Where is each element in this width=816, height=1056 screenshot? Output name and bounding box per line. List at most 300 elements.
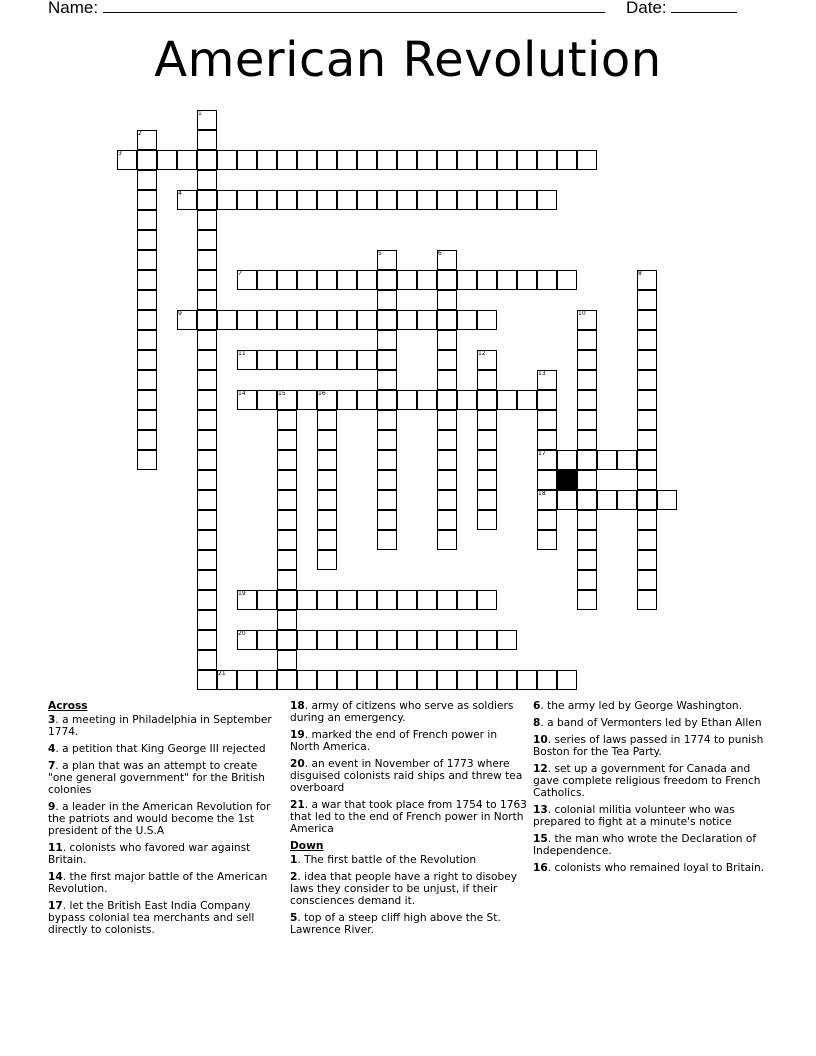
grid-cell[interactable] (637, 370, 657, 390)
grid-cell[interactable] (477, 390, 497, 410)
grid-cell[interactable] (197, 590, 217, 610)
grid-cell[interactable] (497, 150, 517, 170)
grid-cell[interactable] (637, 330, 657, 350)
grid-cell[interactable] (437, 410, 457, 430)
grid-cell[interactable] (637, 350, 657, 370)
grid-cell[interactable] (197, 510, 217, 530)
grid-cell[interactable] (437, 390, 457, 410)
grid-cell[interactable] (277, 410, 297, 430)
grid-cell[interactable] (437, 150, 457, 170)
grid-cell[interactable] (317, 530, 337, 550)
grid-cell[interactable] (617, 450, 637, 470)
clue-number: 18 (538, 490, 546, 497)
grid-cell[interactable] (297, 390, 317, 410)
grid-cell[interactable] (397, 310, 417, 330)
clue-item-text: set up a government for Canada and gave complete religious freedom to French Catholics. (533, 763, 761, 799)
grid-cell[interactable] (377, 450, 397, 470)
grid-cell[interactable] (357, 590, 377, 610)
grid-cell[interactable] (477, 590, 497, 610)
grid-cell[interactable] (537, 670, 557, 690)
grid-cell[interactable] (137, 390, 157, 410)
grid-cell[interactable] (377, 150, 397, 170)
grid-cell[interactable] (577, 450, 597, 470)
grid-cell[interactable] (477, 270, 497, 290)
grid-cell[interactable] (577, 470, 597, 490)
clue-item: 21. a war that took place from 1754 to 1763 that led to the end of French power in North America (290, 799, 527, 835)
grid-cell[interactable] (557, 670, 577, 690)
clue-item-text: a leader in the American Revolution for the patriots and would become the 1st president of the U.S.A (48, 801, 271, 837)
grid-cell[interactable] (197, 630, 217, 650)
clue-item: 10. series of laws passed in 1774 to punish Boston for the Tea Party. (533, 734, 764, 758)
grid-cell[interactable] (457, 270, 477, 290)
grid-cell[interactable] (377, 350, 397, 370)
grid-cell[interactable] (397, 150, 417, 170)
grid-cell[interactable] (637, 530, 657, 550)
grid-cell[interactable] (357, 270, 377, 290)
grid-cell[interactable] (197, 570, 217, 590)
grid-cell[interactable] (157, 150, 177, 170)
grid-cell[interactable] (637, 290, 657, 310)
grid-cell[interactable] (537, 190, 557, 210)
grid-cell[interactable] (377, 390, 397, 410)
grid-cell[interactable] (477, 370, 497, 390)
grid-cell[interactable] (297, 350, 317, 370)
grid-cell[interactable] (457, 150, 477, 170)
grid-cell[interactable] (377, 630, 397, 650)
grid-cell[interactable] (577, 550, 597, 570)
grid-cell[interactable] (337, 590, 357, 610)
grid-cell[interactable] (477, 190, 497, 210)
grid-cell[interactable] (257, 270, 277, 290)
grid-cell[interactable] (517, 190, 537, 210)
grid-cell[interactable] (637, 590, 657, 610)
clue-item: 8. a band of Vermonters led by Ethan Allen (533, 717, 762, 729)
clue-item-text: army of citizens who serve as soldiers during an emergency. (290, 700, 514, 724)
grid-cell[interactable] (137, 250, 157, 270)
grid-cell[interactable] (357, 630, 377, 650)
grid-cell[interactable] (277, 510, 297, 530)
grid-cell[interactable] (637, 490, 657, 510)
clue-number: 12 (478, 350, 486, 357)
clue-item: 16. colonists who remained loyal to Britain. (533, 862, 765, 874)
clue-item: 11. colonists who favored war against Britain. (48, 842, 251, 866)
grid-cell[interactable] (477, 430, 497, 450)
grid-cell[interactable] (197, 350, 217, 370)
clue-number: 10 (578, 310, 586, 317)
clue-item-text: marked the end of French power in North America. (290, 729, 498, 753)
clue-item: 19. marked the end of French power in North America. (290, 729, 498, 753)
grid-cell[interactable] (337, 270, 357, 290)
grid-cell[interactable] (377, 290, 397, 310)
grid-cell[interactable] (257, 630, 277, 650)
grid-cell[interactable] (317, 310, 337, 330)
grid-cell[interactable] (437, 350, 457, 370)
grid-cell[interactable] (517, 390, 537, 410)
grid-cell[interactable] (197, 610, 217, 630)
grid-cell[interactable] (277, 190, 297, 210)
grid-cell[interactable] (437, 470, 457, 490)
grid-cell[interactable] (277, 530, 297, 550)
grid-cell[interactable] (497, 270, 517, 290)
grid-cell[interactable] (317, 670, 337, 690)
grid-cell[interactable] (637, 310, 657, 330)
clue-number: 19 (238, 590, 246, 597)
grid-cell[interactable] (277, 650, 297, 670)
grid-cell[interactable] (577, 370, 597, 390)
grid-cell[interactable] (657, 490, 677, 510)
grid-cell[interactable] (397, 390, 417, 410)
grid-cell[interactable] (277, 450, 297, 470)
grid-cell[interactable] (277, 310, 297, 330)
grid-cell[interactable] (197, 670, 217, 690)
grid-cell[interactable] (197, 210, 217, 230)
grid-cell[interactable] (237, 670, 257, 690)
grid-cell[interactable] (417, 150, 437, 170)
grid-cell[interactable] (277, 570, 297, 590)
grid-cell[interactable] (217, 190, 237, 210)
grid-cell[interactable] (437, 430, 457, 450)
grid-cell[interactable] (197, 310, 217, 330)
grid-cell[interactable] (377, 270, 397, 290)
grid-cell[interactable] (197, 650, 217, 670)
grid-cell[interactable] (337, 310, 357, 330)
grid-cell[interactable] (377, 370, 397, 390)
grid-cell[interactable] (317, 450, 337, 470)
clue-item-text: an event in November of 1773 where disguised colonists raid ships and threw tea overboard (290, 758, 523, 794)
grid-cell[interactable] (137, 270, 157, 290)
grid-cell[interactable] (477, 470, 497, 490)
grid-cell[interactable] (457, 670, 477, 690)
grid-cell[interactable] (257, 670, 277, 690)
grid-cell[interactable] (337, 350, 357, 370)
grid-cell[interactable] (437, 450, 457, 470)
grid-cell[interactable] (437, 590, 457, 610)
grid-cell[interactable] (437, 190, 457, 210)
grid-cell[interactable] (477, 310, 497, 330)
clue-number: 1 (198, 110, 202, 117)
grid-cell[interactable] (477, 150, 497, 170)
grid-cell[interactable] (497, 630, 517, 650)
grid-cell[interactable] (417, 270, 437, 290)
grid-cell[interactable] (457, 190, 477, 210)
grid-cell[interactable] (357, 350, 377, 370)
grid-cell[interactable] (237, 190, 257, 210)
grid-cell[interactable] (437, 270, 457, 290)
grid-cell[interactable] (317, 430, 337, 450)
grid-cell[interactable] (437, 670, 457, 690)
grid-cell[interactable] (277, 590, 297, 610)
grid-cell[interactable] (277, 490, 297, 510)
grid-cell[interactable] (637, 570, 657, 590)
clue-item-text: a band of Vermonters led by Ethan Allen (547, 717, 762, 729)
grid-cell[interactable] (137, 290, 157, 310)
grid-cell[interactable] (137, 150, 157, 170)
grid-cell[interactable] (537, 270, 557, 290)
clue-item-text: top of a steep cliff high above the St. Lawrence River. (290, 912, 501, 936)
grid-cell[interactable] (577, 570, 597, 590)
grid-cell[interactable] (377, 310, 397, 330)
grid-block (557, 470, 577, 490)
clue-item-number: 21 (290, 799, 305, 811)
grid-cell[interactable] (397, 270, 417, 290)
grid-cell[interactable] (297, 190, 317, 210)
grid-cell[interactable] (477, 670, 497, 690)
grid-cell[interactable] (197, 230, 217, 250)
grid-cell[interactable] (297, 670, 317, 690)
grid-cell[interactable] (377, 670, 397, 690)
grid-cell[interactable] (197, 190, 217, 210)
grid-cell[interactable] (457, 590, 477, 610)
grid-cell[interactable] (377, 190, 397, 210)
grid-cell[interactable] (377, 430, 397, 450)
clue-item: 3. a meeting in Philadelphia in September 1774. (48, 714, 272, 738)
grid-cell[interactable] (277, 470, 297, 490)
grid-cell[interactable] (137, 210, 157, 230)
grid-cell[interactable] (537, 430, 557, 450)
grid-cell[interactable] (317, 410, 337, 430)
grid-cell[interactable] (417, 390, 437, 410)
grid-cell[interactable] (197, 450, 217, 470)
grid-cell[interactable] (197, 530, 217, 550)
grid-cell[interactable] (477, 450, 497, 470)
grid-cell[interactable] (137, 450, 157, 470)
clue-item: 7. a plan that was an attempt to create "one general government" for the British colonies (48, 760, 265, 796)
clue-item-text: The first battle of the Revolution (304, 854, 477, 866)
grid-cell[interactable] (557, 450, 577, 470)
grid-cell[interactable] (537, 390, 557, 410)
grid-cell[interactable] (197, 270, 217, 290)
grid-cell[interactable] (517, 270, 537, 290)
grid-cell[interactable] (277, 670, 297, 690)
grid-cell[interactable] (337, 390, 357, 410)
grid-cell[interactable] (197, 410, 217, 430)
grid-cell[interactable] (537, 410, 557, 430)
grid-cell[interactable] (377, 410, 397, 430)
grid-cell[interactable] (557, 490, 577, 510)
clue-item-number: 10 (533, 734, 548, 746)
grid-cell[interactable] (197, 290, 217, 310)
grid-cell[interactable] (137, 410, 157, 430)
grid-cell[interactable] (137, 430, 157, 450)
grid-cell[interactable] (317, 350, 337, 370)
grid-cell[interactable] (317, 550, 337, 570)
grid-cell[interactable] (637, 410, 657, 430)
grid-cell[interactable] (417, 590, 437, 610)
grid-cell[interactable] (317, 190, 337, 210)
grid-cell[interactable] (537, 530, 557, 550)
grid-cell[interactable] (597, 450, 617, 470)
grid-cell[interactable] (197, 250, 217, 270)
grid-cell[interactable] (277, 430, 297, 450)
grid-cell[interactable] (357, 670, 377, 690)
grid-cell[interactable] (437, 630, 457, 650)
grid-cell[interactable] (477, 510, 497, 530)
grid-cell[interactable] (637, 550, 657, 570)
grid-cell[interactable] (577, 390, 597, 410)
grid-cell[interactable] (397, 670, 417, 690)
grid-cell[interactable] (437, 310, 457, 330)
grid-cell[interactable] (417, 190, 437, 210)
grid-cell[interactable] (137, 370, 157, 390)
grid-cell[interactable] (577, 590, 597, 610)
grid-cell[interactable] (337, 190, 357, 210)
grid-cell[interactable] (497, 190, 517, 210)
clue-number: 21 (218, 670, 226, 677)
grid-cell[interactable] (457, 630, 477, 650)
grid-cell[interactable] (377, 510, 397, 530)
grid-cell[interactable] (357, 310, 377, 330)
grid-cell[interactable] (277, 350, 297, 370)
grid-cell[interactable] (597, 490, 617, 510)
grid-cell[interactable] (357, 190, 377, 210)
grid-cell[interactable] (637, 450, 657, 470)
grid-cell[interactable] (577, 530, 597, 550)
grid-cell[interactable] (457, 390, 477, 410)
grid-cell[interactable] (197, 490, 217, 510)
grid-cell[interactable] (557, 270, 577, 290)
grid-cell[interactable] (297, 310, 317, 330)
grid-cell[interactable] (217, 310, 237, 330)
grid-cell[interactable] (637, 430, 657, 450)
grid-cell[interactable] (577, 150, 597, 170)
grid-cell[interactable] (317, 470, 337, 490)
grid-cell[interactable] (437, 330, 457, 350)
clue-item-text: a meeting in Philadelphia in September 1774. (48, 714, 272, 738)
grid-cell[interactable] (297, 630, 317, 650)
grid-cell[interactable] (517, 670, 537, 690)
grid-cell[interactable] (577, 350, 597, 370)
grid-cell[interactable] (457, 310, 477, 330)
grid-cell[interactable] (357, 150, 377, 170)
grid-cell[interactable] (277, 550, 297, 570)
grid-cell[interactable] (577, 510, 597, 530)
grid-cell[interactable] (277, 270, 297, 290)
grid-cell[interactable] (437, 490, 457, 510)
grid-cell[interactable] (497, 390, 517, 410)
grid-cell[interactable] (377, 530, 397, 550)
grid-cell[interactable] (137, 350, 157, 370)
grid-cell[interactable] (477, 630, 497, 650)
grid-cell[interactable] (437, 370, 457, 390)
clue-item-text: a plan that was an attempt to create "one general government" for the British colonies (48, 760, 265, 796)
grid-cell[interactable] (277, 150, 297, 170)
grid-cell[interactable] (577, 410, 597, 430)
grid-cell[interactable] (257, 590, 277, 610)
clue-item-text: the army led by George Washington. (547, 700, 743, 712)
grid-cell[interactable] (637, 390, 657, 410)
grid-cell[interactable] (257, 150, 277, 170)
grid-cell[interactable] (257, 350, 277, 370)
grid-cell[interactable] (477, 410, 497, 430)
grid-cell[interactable] (537, 470, 557, 490)
grid-cell[interactable] (477, 490, 497, 510)
grid-cell[interactable] (197, 550, 217, 570)
grid-cell[interactable] (137, 310, 157, 330)
grid-cell[interactable] (317, 510, 337, 530)
clue-number: 2 (138, 130, 142, 137)
grid-cell[interactable] (217, 150, 237, 170)
grid-cell[interactable] (237, 310, 257, 330)
grid-cell[interactable] (377, 590, 397, 610)
grid-cell[interactable] (137, 230, 157, 250)
grid-cell[interactable] (357, 390, 377, 410)
clue-item-number: 1 (290, 854, 298, 866)
grid-cell[interactable] (577, 490, 597, 510)
grid-cell[interactable] (317, 590, 337, 610)
grid-cell[interactable] (537, 510, 557, 530)
grid-cell[interactable] (337, 630, 357, 650)
grid-cell[interactable] (397, 190, 417, 210)
grid-cell[interactable] (277, 610, 297, 630)
grid-cell[interactable] (257, 390, 277, 410)
grid-cell[interactable] (337, 150, 357, 170)
grid-cell[interactable] (617, 490, 637, 510)
grid-cell[interactable] (517, 150, 537, 170)
clue-number: 15 (278, 390, 286, 397)
clue-item-text: the first major battle of the American Revolution. (48, 871, 268, 895)
grid-cell[interactable] (317, 270, 337, 290)
grid-cell[interactable] (377, 470, 397, 490)
grid-cell[interactable] (297, 270, 317, 290)
grid-cell[interactable] (197, 430, 217, 450)
grid-cell[interactable] (437, 290, 457, 310)
grid-cell[interactable] (637, 470, 657, 490)
across-heading: Across (48, 700, 88, 712)
grid-cell[interactable] (237, 150, 257, 170)
grid-cell[interactable] (417, 630, 437, 650)
grid-cell[interactable] (317, 630, 337, 650)
grid-cell[interactable] (297, 590, 317, 610)
clue-item-number: 12 (533, 763, 548, 775)
clue-item-text: a petition that King George III rejected (62, 743, 266, 755)
grid-cell[interactable] (277, 630, 297, 650)
grid-cell[interactable] (437, 530, 457, 550)
grid-cell[interactable] (377, 330, 397, 350)
grid-cell[interactable] (297, 150, 317, 170)
grid-cell[interactable] (437, 510, 457, 530)
grid-cell[interactable] (137, 330, 157, 350)
grid-cell[interactable] (497, 670, 517, 690)
grid-cell[interactable] (317, 490, 337, 510)
grid-cell[interactable] (197, 330, 217, 350)
grid-cell[interactable] (197, 170, 217, 190)
grid-cell[interactable] (137, 170, 157, 190)
grid-cell[interactable] (537, 150, 557, 170)
grid-cell[interactable] (557, 150, 577, 170)
grid-cell[interactable] (417, 670, 437, 690)
grid-cell[interactable] (197, 150, 217, 170)
grid-cell[interactable] (577, 330, 597, 350)
grid-cell[interactable] (377, 490, 397, 510)
grid-cell[interactable] (197, 470, 217, 490)
grid-cell[interactable] (317, 150, 337, 170)
grid-cell[interactable] (337, 670, 357, 690)
grid-cell[interactable] (417, 310, 437, 330)
grid-cell[interactable] (397, 590, 417, 610)
grid-cell[interactable] (177, 150, 197, 170)
grid-cell[interactable] (637, 510, 657, 530)
clue-item: 12. set up a government for Canada and gave complete religious freedom to French Catholics. (533, 763, 761, 799)
grid-cell[interactable] (397, 630, 417, 650)
clue-number: 9 (178, 310, 182, 317)
grid-cell[interactable] (197, 370, 217, 390)
grid-cell[interactable] (257, 190, 277, 210)
grid-cell[interactable] (137, 190, 157, 210)
grid-cell[interactable] (197, 390, 217, 410)
grid-cell[interactable] (577, 430, 597, 450)
grid-cell[interactable] (197, 130, 217, 150)
grid-cell[interactable] (257, 310, 277, 330)
